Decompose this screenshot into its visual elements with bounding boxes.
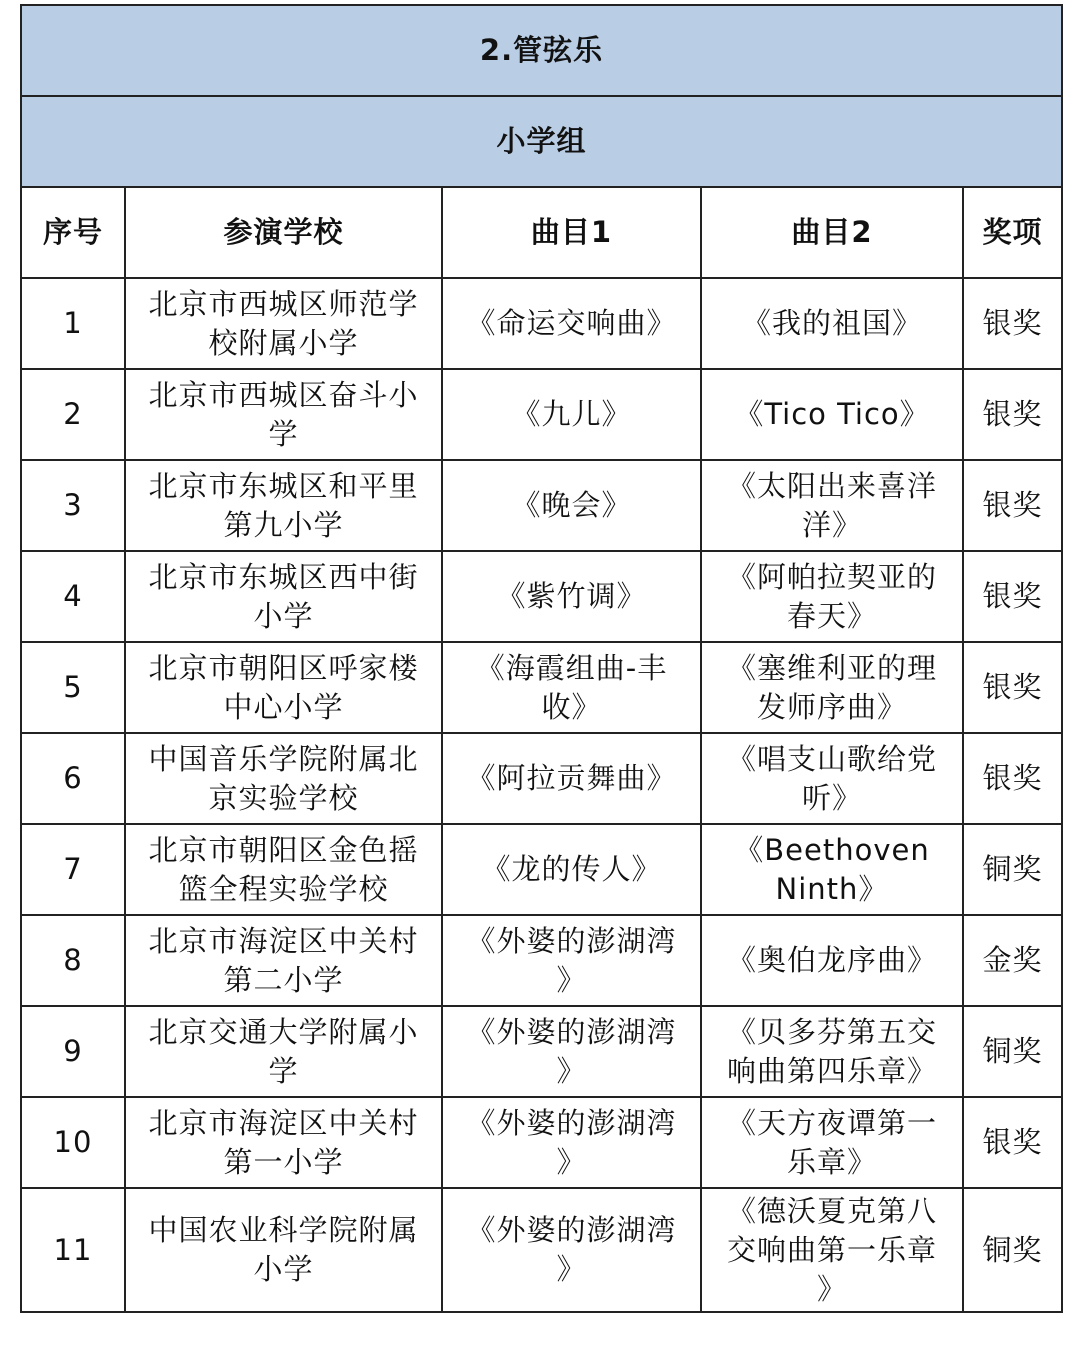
header-award: 奖项 bbox=[963, 187, 1062, 278]
table-row bbox=[21, 733, 1062, 824]
piece-1: 《海霞组曲-丰 收》 bbox=[442, 642, 701, 733]
table-row bbox=[21, 824, 1062, 915]
piece-1: 《外婆的澎湖湾 》 bbox=[442, 915, 701, 1006]
header-no: 序号 bbox=[21, 187, 125, 278]
table-row bbox=[21, 915, 1062, 1006]
section-title-row bbox=[21, 5, 1062, 96]
award: 银奖 bbox=[963, 278, 1062, 369]
award: 铜奖 bbox=[963, 1188, 1062, 1312]
piece-1: 《外婆的澎湖湾 》 bbox=[442, 1188, 701, 1312]
table-row bbox=[21, 642, 1062, 733]
table-row bbox=[21, 551, 1062, 642]
table-row bbox=[21, 1006, 1062, 1097]
school-name: 北京市东城区和平里 第九小学 bbox=[125, 460, 442, 551]
award: 铜奖 bbox=[963, 1006, 1062, 1097]
piece-1: 《龙的传人》 bbox=[442, 824, 701, 915]
table-row bbox=[21, 369, 1062, 460]
table-row bbox=[21, 460, 1062, 551]
piece-2: 《太阳出来喜洋 洋》 bbox=[701, 460, 963, 551]
school-name: 中国音乐学院附属北 京实验学校 bbox=[125, 733, 442, 824]
piece-2: 《Beethoven Ninth》 bbox=[701, 824, 963, 915]
award: 银奖 bbox=[963, 1097, 1062, 1188]
row-number: 9 bbox=[21, 1006, 125, 1097]
school-name: 北京市海淀区中关村 第二小学 bbox=[125, 915, 442, 1006]
piece-2: 《我的祖国》 bbox=[701, 278, 963, 369]
piece-1: 《紫竹调》 bbox=[442, 551, 701, 642]
table-row bbox=[21, 1188, 1062, 1312]
piece-1: 《九儿》 bbox=[442, 369, 701, 460]
school-name: 北京市海淀区中关村 第一小学 bbox=[125, 1097, 442, 1188]
school-name: 北京市西城区师范学 校附属小学 bbox=[125, 278, 442, 369]
school-name: 北京市东城区西中街 小学 bbox=[125, 551, 442, 642]
table-row bbox=[21, 278, 1062, 369]
section-title: 2.管弦乐 bbox=[21, 5, 1062, 96]
group-title-row bbox=[21, 96, 1062, 187]
piece-2: 《德沃夏克第八 交响曲第一乐章 》 bbox=[701, 1188, 963, 1312]
header-school: 参演学校 bbox=[125, 187, 442, 278]
group-title: 小学组 bbox=[21, 96, 1062, 187]
header-piece1: 曲目1 bbox=[442, 187, 701, 278]
school-name: 中国农业科学院附属 小学 bbox=[125, 1188, 442, 1312]
piece-2: 《唱支山歌给党 听》 bbox=[701, 733, 963, 824]
school-name: 北京市朝阳区呼家楼 中心小学 bbox=[125, 642, 442, 733]
piece-2: 《阿帕拉契亚的 春天》 bbox=[701, 551, 963, 642]
school-name: 北京交通大学附属小 学 bbox=[125, 1006, 442, 1097]
piece-1: 《外婆的澎湖湾 》 bbox=[442, 1097, 701, 1188]
award: 金奖 bbox=[963, 915, 1062, 1006]
row-number: 2 bbox=[21, 369, 125, 460]
piece-1: 《命运交响曲》 bbox=[442, 278, 701, 369]
piece-1: 《阿拉贡舞曲》 bbox=[442, 733, 701, 824]
header-piece2: 曲目2 bbox=[701, 187, 963, 278]
table-row bbox=[21, 1097, 1062, 1188]
piece-2: 《天方夜谭第一 乐章》 bbox=[701, 1097, 963, 1188]
award: 银奖 bbox=[963, 369, 1062, 460]
piece-2: 《奥伯龙序曲》 bbox=[701, 915, 963, 1006]
piece-2: 《贝多芬第五交 响曲第四乐章》 bbox=[701, 1006, 963, 1097]
award: 银奖 bbox=[963, 733, 1062, 824]
row-number: 3 bbox=[21, 460, 125, 551]
row-number: 1 bbox=[21, 278, 125, 369]
awards-table bbox=[20, 4, 1063, 1313]
award: 铜奖 bbox=[963, 824, 1062, 915]
school-name: 北京市朝阳区金色摇 篮全程实验学校 bbox=[125, 824, 442, 915]
piece-2: 《塞维利亚的理 发师序曲》 bbox=[701, 642, 963, 733]
award: 银奖 bbox=[963, 460, 1062, 551]
row-number: 11 bbox=[21, 1188, 125, 1312]
row-number: 6 bbox=[21, 733, 125, 824]
row-number: 10 bbox=[21, 1097, 125, 1188]
row-number: 5 bbox=[21, 642, 125, 733]
award: 银奖 bbox=[963, 642, 1062, 733]
school-name: 北京市西城区奋斗小 学 bbox=[125, 369, 442, 460]
piece-1: 《晚会》 bbox=[442, 460, 701, 551]
row-number: 8 bbox=[21, 915, 125, 1006]
header-row bbox=[21, 187, 1062, 278]
row-number: 7 bbox=[21, 824, 125, 915]
piece-2: 《Tico Tico》 bbox=[701, 369, 963, 460]
piece-1: 《外婆的澎湖湾 》 bbox=[442, 1006, 701, 1097]
row-number: 4 bbox=[21, 551, 125, 642]
award: 银奖 bbox=[963, 551, 1062, 642]
